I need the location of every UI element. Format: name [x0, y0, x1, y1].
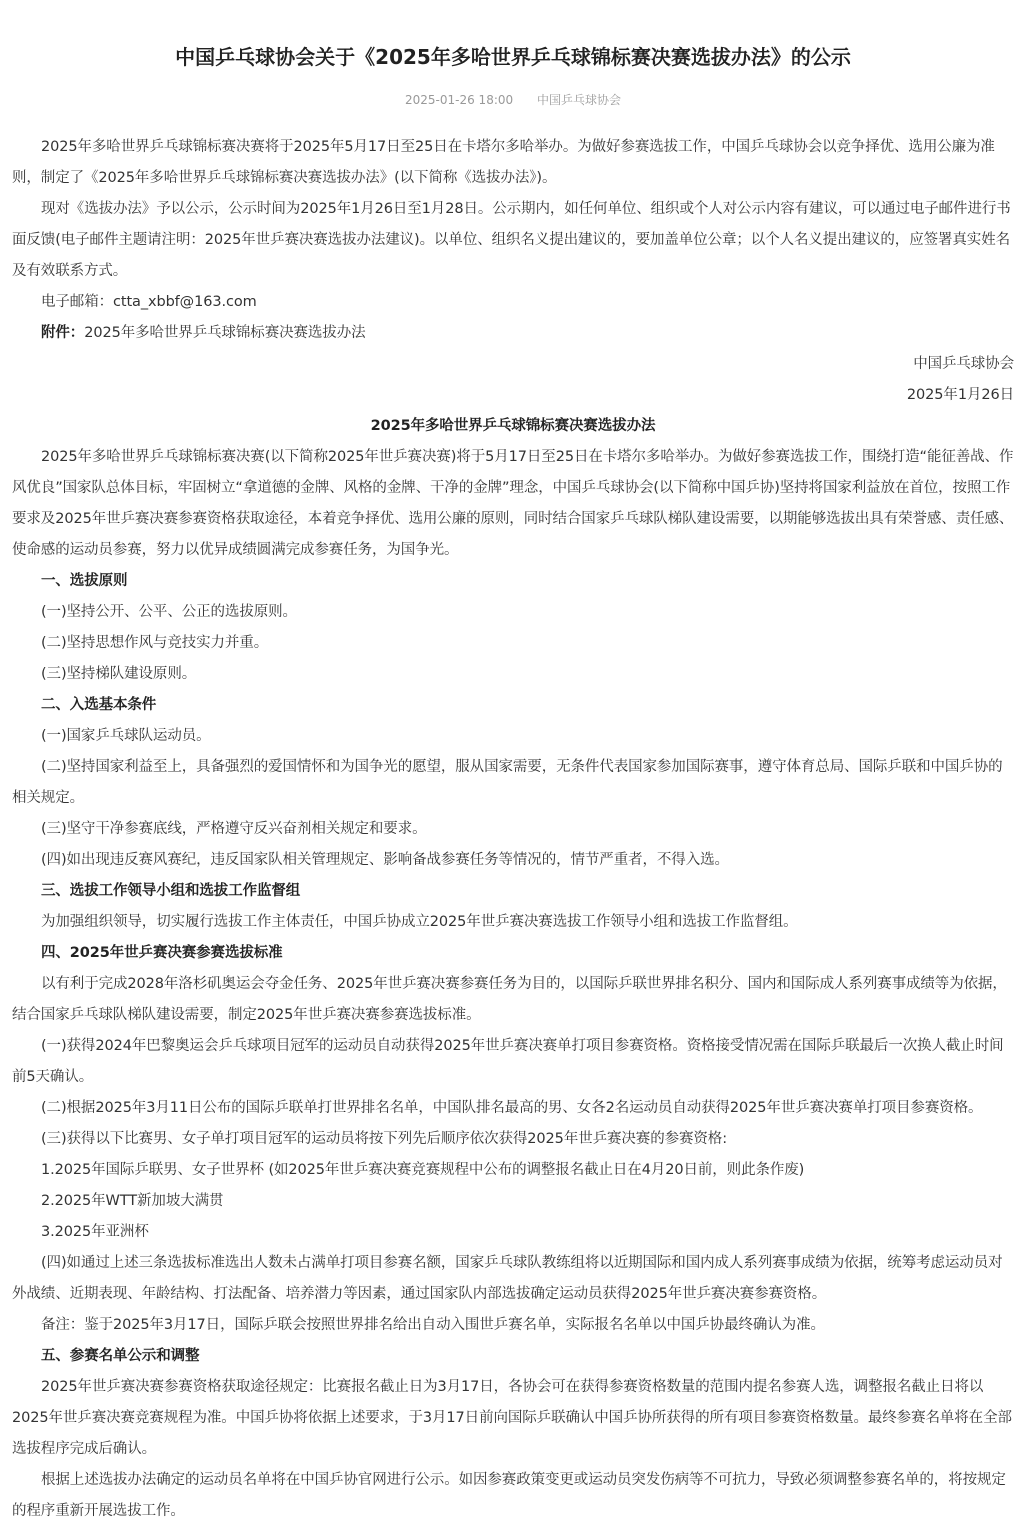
section-1-item-1: (一)坚持公开、公平、公正的选拔原则。 [41, 604, 297, 620]
section-4-item-3: (三)获得以下比赛男、女子单打项目冠军的运动员将按下列先后顺序依次获得2025年世乒赛决赛的参赛资格: [41, 1131, 727, 1147]
section-2-item-4: (四)如出现违反赛风赛纪，违反国家队相关管理规定、影响备战参赛任务等情况的，情节严重者，不得入选。 [41, 852, 729, 868]
section-1-item-2: (二)坚持思想作风与竞技实力并重。 [41, 635, 269, 651]
section-4-title: 四、2025年世乒赛决赛参赛选拔标准 [41, 945, 283, 961]
section-5-title: 五、参赛名单公示和调整 [41, 1348, 200, 1364]
contact-email: 电子邮箱：ctta_xbbf@163.com [41, 294, 257, 310]
publish-source: 中国乒乓球协会 [536, 93, 621, 107]
signature-date: 2025年1月26日 [906, 387, 1014, 403]
publish-date: 2025-01-26 18:00 [405, 93, 514, 107]
attachment-label: 附件： [41, 325, 85, 341]
section-2-title: 二、入选基本条件 [41, 697, 157, 713]
section-4-subitem-3: 3.2025年亚洲杯 [41, 1224, 149, 1240]
article-meta [12, 90, 1014, 110]
notice-paragraph-1: 2025年多哈世界乒乓球锦标赛决赛将于2025年5月17日至25日在卡塔尔多哈举办。为做好参赛选拔工作，中国乒乓球协会以竞争择优、选用公廉为准则，制定了《2025年多哈世界乒乓球锦标赛决赛选拔办法》(以下简称《选拔办法》)。 [12, 139, 995, 186]
section-4-intro: 以有利于完成2028年洛杉矶奥运会夺金任务、2025年世乒赛决赛参赛任务为目的，以国际乒联世界排名积分、国内和国际成人系列赛事成绩等为依据，结合国家乒乓球队梯队建设需要，制定2025年世乒赛决赛参赛选拔标准。 [12, 976, 1007, 1023]
section-2-item-1: (一)国家乒乓球队运动员。 [41, 728, 211, 744]
section-3-title: 三、选拔工作领导小组和选拔工作监督组 [41, 883, 301, 899]
attachment-line [12, 318, 1014, 349]
section-1-item-3: (三)坚持梯队建设原则。 [41, 666, 197, 682]
section-5-item-2: 根据上述选拔办法确定的运动员名单将在中国乒协官网进行公示。如因参赛政策变更或运动员突发伤病等不可抗力，导致必须调整参赛名单的，将按规定的程序重新开展选拔工作。 [12, 1472, 1006, 1519]
section-2-item-3: (三)坚守干净参赛底线，严格遵守反兴奋剂相关规定和要求。 [41, 821, 427, 837]
section-4-note: 备注：鉴于2025年3月17日，国际乒联会按照世界排名给出自动入围世乒赛名单，实际报名名单以中国乒协最终确认为准。 [41, 1317, 825, 1333]
section-1-title: 一、选拔原则 [41, 573, 128, 589]
section-4-item-1: (一)获得2024年巴黎奥运会乒乓球项目冠军的运动员自动获得2025年世乒赛决赛单打项目参赛资格。资格接受情况需在国际乒联最后一次换人截止时间前5天确认。 [12, 1038, 1004, 1085]
section-4-item-2: (二)根据2025年3月11日公布的国际乒联单打世界排名名单，中国队排名最高的男、女各2名运动员自动获得2025年世乒赛决赛单打项目参赛资格。 [41, 1100, 983, 1116]
section-2-item-2: (二)坚持国家利益至上，具备强烈的爱国情怀和为国争光的愿望，服从国家需要，无条件代表国家参加国际赛事，遵守体育总局、国际乒联和中国乒协的相关规定。 [12, 759, 1003, 806]
attachment-name: 2025年多哈世界乒乓球锦标赛决赛选拔办法 [84, 325, 366, 341]
rules-intro: 2025年多哈世界乒乓球锦标赛决赛(以下简称2025年世乒赛决赛)将于5月17日至25日在卡塔尔多哈举办。为做好参赛选拔工作，围绕打造“能征善战、作风优良”国家队总体目标，牢固树立“拿道德的金牌、风格的金牌、干净的金牌”理念，中国乒乓球协会(以下简称中国乒协)坚持将国家利益放在首位，按照工作要求及2025年世乒赛决赛参赛资格获取途径，本着竞争择优、选用公廉的原则，同时结合国家乒乓球队梯队建设需要，以期能够选拔出具有荣誉感、责任感、使命感的运动员参赛，努力以优异成绩圆满完成参赛任务，为国争光。 [12, 449, 1014, 558]
section-5-item-1: 2025年世乒赛决赛参赛资格获取途径规定：比赛报名截止日为3月17日，各协会可在获得参赛资格数量的范围内提名参赛人选，调整报名截止日将以2025年世乒赛决赛竞赛规程为准。中国乒协将依据上述要求，于3月17日前向国际乒联确认中国乒协所获得的所有项目参赛资格数量。最终参赛名单将在全部选拔程序完成后确认。 [12, 1379, 1012, 1457]
section-4-subitem-2: 2.2025年WTT新加坡大满贯 [41, 1193, 224, 1209]
signature-org: 中国乒乓球协会 [913, 356, 1014, 372]
article-title: 中国乒乓球协会关于《2025年多哈世界乒乓球锦标赛决赛选拔办法》的公示 [175, 45, 851, 69]
notice-paragraph-2: 现对《选拔办法》予以公示，公示时间为2025年1月26日至1月28日。公示期内，如任何单位、组织或个人对公示内容有建议，可以通过电子邮件进行书面反馈(电子邮件主题请注明：2025年世乒赛决赛选拔办法建议)。以单位、组织名义提出建议的，要加盖单位公章；以个人名义提出建议的，应签署真实姓名及有效联系方式。 [12, 201, 1011, 279]
article-body [12, 132, 1014, 1527]
section-4-subitem-1: 1.2025年国际乒联男、女子世界杯 (如2025年世乒赛决赛竞赛规程中公布的调整报名截止日在4月20日前，则此条作废) [41, 1162, 805, 1178]
section-3-item-1: 为加强组织领导，切实履行选拔工作主体责任，中国乒协成立2025年世乒赛决赛选拔工作领导小组和选拔工作监督组。 [41, 914, 798, 930]
section-4-item-4: (四)如通过上述三条选拔标准选出人数未占满单打项目参赛名额，国家乒乓球队教练组将以近期国际和国内成人系列赛事成绩为依据，统筹考虑运动员对外战绩、近期表现、年龄结构、打法配备、培养潜力等因素，通过国家队内部选拔确定运动员获得2025年世乒赛决赛参赛资格。 [12, 1255, 1003, 1302]
rules-heading: 2025年多哈世界乒乓球锦标赛决赛选拔办法 [370, 418, 656, 434]
